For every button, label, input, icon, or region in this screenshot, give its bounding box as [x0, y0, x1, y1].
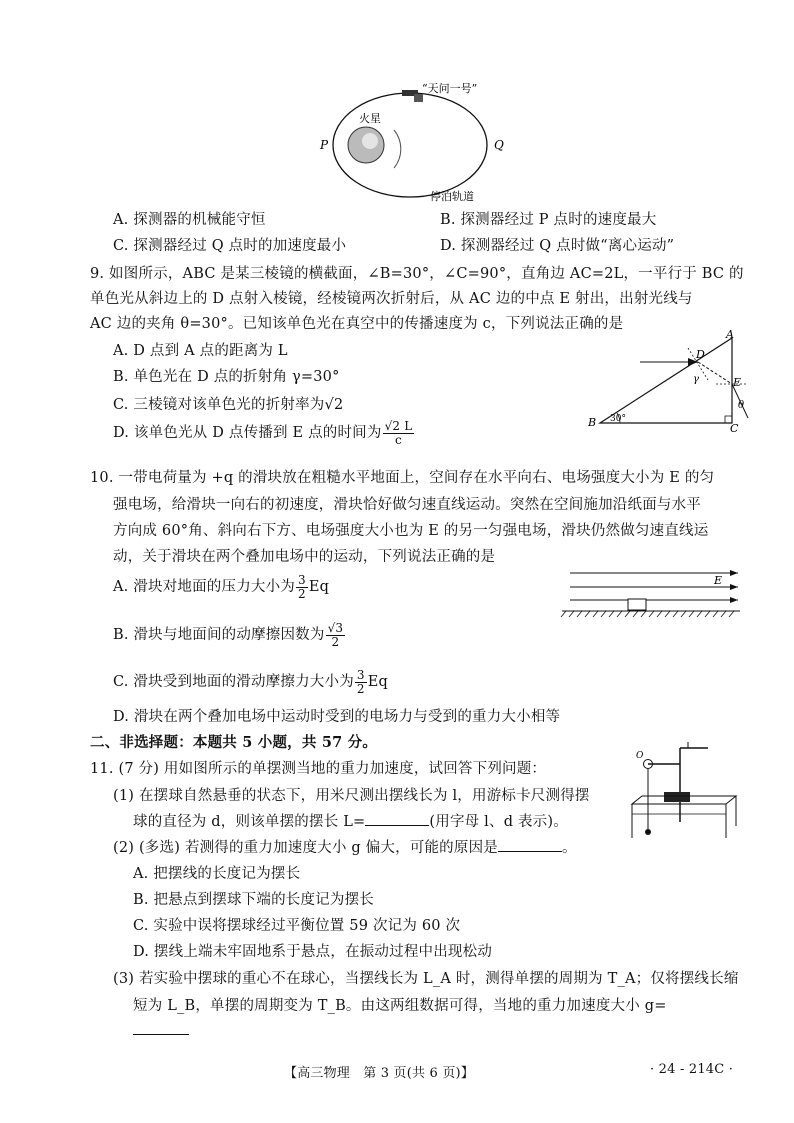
q11-part3-line2: 短为 L_B，单摆的周期变为 T_B。由这两组数据可得，当地的重力加速度大小 g=	[133, 998, 667, 1014]
footer-code: · 24 - 214C ·	[650, 1062, 734, 1077]
pivot-o-label: O	[636, 751, 644, 761]
q9-option-c	[113, 393, 343, 414]
q9-stem-line2: 单色光从斜边上的 D 点射入棱镜，经棱镜两次折射后，从 AC 边的中点 E 射出，出射光线与	[90, 291, 693, 307]
q8-option-b: B. 探测器经过 P 点时的速度最大	[440, 212, 657, 228]
point-b-label: B	[588, 416, 597, 429]
point-p-label: P	[320, 138, 329, 152]
q11-part2-end: 。	[561, 840, 577, 856]
q9-option-d-text: D. 该单色光从 D 点传播到 E 点的时间为	[113, 425, 382, 442]
q10-stem-line3: 方向成 60°角、斜向右下方、电场强度大小也为 E 的另一匀强电场，滑块仍然做匀速直线运	[113, 523, 709, 539]
q10-option-c-text: C. 滑块受到地面的滑动摩擦力大小为	[113, 674, 354, 691]
q10-option-d: D. 滑块在两个叠加电场中运动时受到的电场力与受到的重力大小相等	[113, 709, 561, 725]
section-heading: 二、非选择题：本题共 5 小题，共 57 分。	[90, 734, 378, 751]
q10-option-b-denominator: 2	[331, 634, 340, 649]
q11-part1-line2	[133, 810, 568, 831]
q10-option-b	[113, 622, 346, 648]
q9-option-c-text: C. 三棱镜对该单色光的折射率为	[113, 397, 325, 413]
q10-option-a-text: A. 滑块对地面的压力大小为	[113, 579, 295, 596]
point-q-label: Q	[494, 138, 504, 152]
field-diagram	[558, 568, 748, 620]
theta-label: θ	[738, 400, 745, 411]
gamma-label: γ	[693, 374, 699, 385]
orbit-label: 停泊轨道	[430, 190, 474, 203]
q8-option-d: D. 探测器经过 Q 点时做“离心运动”	[440, 238, 675, 254]
q8-option-a: A. 探测器的机械能守恒	[113, 212, 266, 228]
answer-blank-3[interactable]	[133, 1034, 189, 1035]
answer-blank-2[interactable]	[498, 839, 562, 852]
q11-part2-text: (2) (多选) 若测得的重力加速度大小 g 偏大，可能的原因是	[113, 840, 498, 856]
point-d-label: D	[696, 348, 705, 361]
q11-stem: 11. (7 分) 用如图所示的单摆测当地的重力加速度，试回答下列问题：	[90, 761, 547, 777]
planet-label: 火星	[359, 112, 381, 125]
q10-option-c	[113, 669, 388, 695]
point-e-label: E	[733, 376, 742, 389]
q11-option-b: B. 把悬点到摆球下端的长度记为摆长	[133, 892, 374, 908]
orbit-diagram	[310, 78, 530, 203]
q11-part3-line1: (3) 若实验中摆球的重心不在球心，当摆线长为 L_A 时，测得单摆的周期为 T_A；仅将摆线长缩	[113, 971, 739, 987]
q9-option-d-numerator: √2 L	[384, 419, 413, 433]
point-a-label: A	[726, 328, 734, 341]
q10-option-a-unit: Eq	[308, 579, 330, 596]
point-c-label: C	[730, 422, 739, 433]
q10-option-a-denominator: 2	[298, 586, 306, 601]
q11-part1-line1: (1) 在摆球自然悬垂的状态下，用米尺测出摆线长为 l，用游标卡尺测得摆	[113, 788, 590, 804]
q9-option-d	[113, 420, 415, 446]
q9-option-a: A. D 点到 A 点的距离为 L	[113, 343, 288, 359]
q10-option-c-numerator: 3	[356, 668, 365, 682]
q8-option-c: C. 探测器经过 Q 点时的加速度最小	[113, 238, 347, 254]
q10-stem-line2: 强电场，给滑块一向右的初速度，滑块恰好做匀速直线运动。突然在空间施加沿纸面与水平	[113, 497, 701, 513]
q9-stem-line1: 9. 如图所示，ABC 是某三棱镜的横截面，∠B=30°，∠C=90°，直角边 AC=2L，一平行于 BC 的	[90, 266, 744, 282]
q10-option-a-numerator: 3	[298, 573, 306, 587]
q10-option-a	[113, 574, 329, 600]
footer-page-info: 【高三物理 第 3 页(共 6 页)】	[284, 1066, 475, 1081]
q10-option-c-unit: Eq	[367, 674, 389, 691]
probe-label: “天问一号”	[422, 82, 478, 95]
angle-b-label: 30°	[610, 414, 626, 424]
probe-icon	[402, 90, 423, 102]
q10-option-b-text: B. 滑块与地面间的动摩擦因数为	[113, 627, 325, 644]
q11-part1-text: 球的直径为 d，则该单摆的摆长 L=	[133, 814, 366, 830]
q9-stem-line3: AC 边的夹角 θ=30°。已知该单色光在真空中的传播速度为 c，下列说法正确的是	[90, 316, 624, 332]
q9-option-b: B. 单色光在 D 点的折射角 γ=30°	[113, 369, 340, 385]
q10-stem-line4: 动，关于滑块在两个叠加电场中的运动，下列说法正确的是	[113, 549, 496, 565]
q10-stem-line1: 10. 一带电荷量为 +q 的滑块放在粗糙水平地面上，空间存在水平向右、电场强度大小为 E 的匀	[90, 470, 715, 486]
q11-part2	[113, 836, 577, 857]
q11-part1-note: (用字母 l、d 表示)。	[429, 814, 568, 830]
q10-option-c-denominator: 2	[356, 681, 365, 696]
q11-option-c: C. 实验中误将摆球经过平衡位置 59 次记为 60 次	[133, 918, 461, 934]
pendulum-diagram	[628, 742, 740, 840]
q9-option-d-denominator: c	[395, 432, 402, 447]
answer-blank-1[interactable]	[365, 813, 429, 826]
field-e-label: E	[714, 574, 723, 587]
q10-option-b-numerator: √3	[327, 621, 344, 635]
q11-option-a: A. 把摆线的长度记为摆长	[133, 866, 301, 882]
q9-option-c-value: √2	[324, 397, 344, 413]
prism-diagram	[580, 328, 750, 433]
q11-option-d: D. 摆线上端未牢固地系于悬点，在振动过程中出现松动	[133, 944, 493, 960]
